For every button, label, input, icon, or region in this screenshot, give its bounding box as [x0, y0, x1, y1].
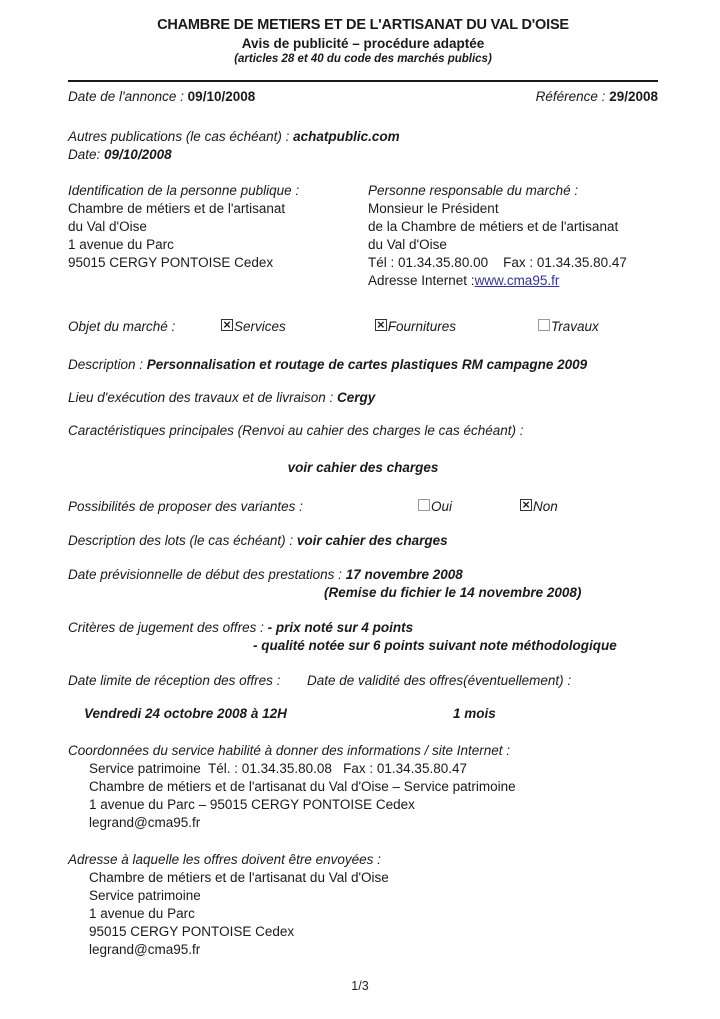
- market-object-label: Objet du marché :: [68, 319, 176, 334]
- reference-value: 29/2008: [609, 89, 658, 104]
- option-travaux: Travaux: [538, 319, 599, 334]
- publications-label: Autres publications (le cas échéant) :: [68, 129, 294, 144]
- checkbox-travaux-icon: [538, 319, 550, 331]
- document-subtitle: Avis de publicité – procédure adaptée: [241, 36, 485, 51]
- publications-date-label: Date:: [68, 147, 105, 162]
- publications-value: achatpublic.com: [293, 129, 400, 144]
- option-oui: Oui: [418, 499, 452, 514]
- announcement-date: [68, 88, 255, 106]
- public-entity-block: [68, 182, 368, 290]
- option-fournitures: × Fournitures: [375, 319, 456, 334]
- offers-address-heading: Adresse à laquelle les offres doivent être envoyées :: [68, 852, 381, 867]
- public-entity-line: Chambre de métiers et de l'artisanat: [68, 201, 286, 216]
- public-entity-heading: Identification de la personne publique :: [68, 183, 300, 198]
- announcement-date-value: 09/10/2008: [187, 89, 256, 104]
- main-characteristics-value: voir cahier des charges: [287, 460, 439, 475]
- reference: [536, 88, 658, 106]
- variants-row: [68, 498, 658, 516]
- offers-address-line: 1 avenue du Parc: [89, 906, 195, 921]
- offers-address-line: Chambre de métiers et de l'artisanat du Val d'Oise: [89, 870, 389, 885]
- info-service-email: legrand@cma95.fr: [89, 815, 201, 830]
- deadline-labels-row: [68, 672, 658, 690]
- responsible-person-line: de la Chambre de métiers et de l'artisanat: [368, 219, 619, 234]
- offers-address-line: Service patrimoine: [89, 888, 201, 903]
- start-date-row: [68, 566, 658, 602]
- checkbox-fournitures-icon: [375, 319, 387, 331]
- other-publications: [68, 128, 658, 164]
- start-date-label: Date prévisionnelle de début des prestations :: [68, 567, 346, 582]
- announcement-date-label: Date de l'annonce :: [68, 89, 188, 104]
- criteria-label: Critères de jugement des offres :: [68, 620, 268, 635]
- execution-place-row: [68, 389, 658, 407]
- execution-place-label: Lieu d'exécution des travaux et de livraison :: [68, 390, 337, 405]
- info-service-line: 1 avenue du Parc – 95015 CERGY PONTOISE Cedex: [89, 797, 415, 812]
- validity-value: 1 mois: [453, 706, 496, 721]
- criteria-line1: - prix noté sur 4 points: [267, 620, 414, 635]
- info-service-section: [68, 742, 658, 832]
- page-number: 1/3: [351, 979, 369, 993]
- checkbox-non-icon: [520, 499, 532, 511]
- public-entity-line: 95015 CERGY PONTOISE Cedex: [68, 255, 274, 270]
- execution-place-value: Cergy: [337, 390, 376, 405]
- offers-address-section: [68, 851, 658, 959]
- file-delivery-note: (Remise du fichier le 14 novembre 2008): [324, 585, 582, 600]
- reference-label: Référence :: [535, 89, 610, 104]
- deadline-label: Date limite de réception des offres :: [68, 673, 281, 688]
- offers-address-line: 95015 CERGY PONTOISE Cedex: [89, 924, 295, 939]
- document-note: (articles 28 et 40 du code des marchés publics): [234, 53, 492, 65]
- responsible-person-line: Tél : 01.34.35.80.00 Fax : 01.34.35.80.47: [368, 255, 627, 270]
- lots-row: [68, 532, 658, 550]
- lots-value: voir cahier des charges: [296, 533, 448, 548]
- deadline-values-row: [68, 705, 658, 723]
- judgment-criteria-row: [68, 619, 658, 655]
- lots-label: Description des lots (le cas échéant) :: [68, 533, 297, 548]
- public-entity-line: 1 avenue du Parc: [68, 237, 174, 252]
- criteria-line2: - qualité notée sur 6 points suivant note méthodologique: [253, 638, 617, 653]
- description-label: Description :: [68, 357, 147, 372]
- checkbox-services-icon: [221, 319, 233, 331]
- offers-address-email: legrand@cma95.fr: [89, 942, 201, 957]
- public-entity-line: du Val d'Oise: [68, 219, 147, 234]
- option-services: × Services: [221, 319, 286, 334]
- main-characteristics-label: Caractéristiques principales (Renvoi au cahier des charges le cas échéant) :: [68, 423, 524, 438]
- description-value: Personnalisation et routage de cartes plastiques RM campagne 2009: [146, 357, 588, 372]
- variants-label: Possibilités de proposer des variantes :: [68, 499, 303, 514]
- responsible-person-line: du Val d'Oise: [368, 237, 447, 252]
- info-service-line: Service patrimoine Tél. : 01.34.35.80.08 Fax : 01.34.35.80.47: [89, 761, 467, 776]
- validity-label: Date de validité des offres(éventuellement) :: [307, 673, 572, 688]
- document-title: CHAMBRE DE METIERS ET DE L'ARTISANAT DU VAL D'OISE: [157, 17, 569, 33]
- description-row: [68, 356, 658, 374]
- website-link[interactable]: www.cma95.fr: [474, 273, 560, 288]
- website-line: [368, 272, 658, 290]
- identification-section: [68, 182, 658, 290]
- option-non: × Non: [520, 499, 558, 514]
- responsible-person-heading: Personne responsable du marché :: [368, 183, 579, 198]
- deadline-value: Vendredi 24 octobre 2008 à 12H: [84, 706, 287, 721]
- market-object-row: [68, 318, 658, 336]
- responsible-person-line: Monsieur le Président: [368, 201, 499, 216]
- start-date-value: 17 novembre 2008: [345, 567, 463, 582]
- checkbox-oui-icon: [418, 499, 430, 511]
- meta-row: [68, 88, 658, 106]
- responsible-person-block: [368, 182, 658, 290]
- info-service-line: Chambre de métiers et de l'artisanat du Val d'Oise – Service patrimoine: [89, 779, 516, 794]
- header-divider: [68, 80, 658, 82]
- website-label: Adresse Internet :: [368, 273, 475, 288]
- info-service-heading: Coordonnées du service habilité à donner des informations / site Internet :: [68, 743, 511, 758]
- publications-date-value: 09/10/2008: [104, 147, 172, 162]
